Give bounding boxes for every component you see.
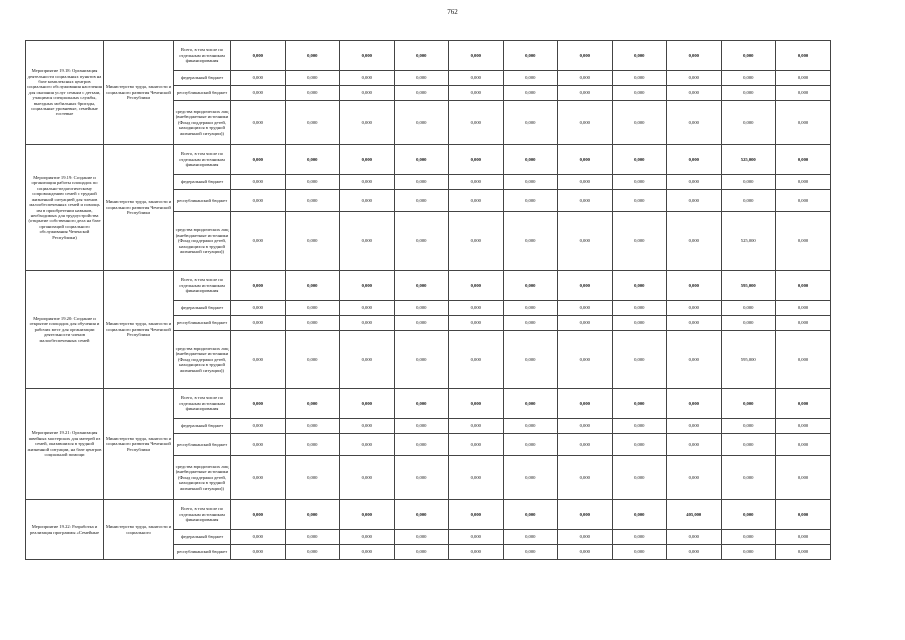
amount-cell: 0,000 xyxy=(394,545,449,560)
amount-cell: 0,000 xyxy=(449,301,504,316)
amount-cell: 0,000 xyxy=(394,190,449,212)
amount-cell: 0,000 xyxy=(503,316,558,331)
amount-cell: 0,000 xyxy=(721,434,776,456)
amount-cell: 0,000 xyxy=(667,331,722,389)
amount-cell: 0,000 xyxy=(667,545,722,560)
amount-cell: 0,000 xyxy=(667,301,722,316)
amount-cell: 0,000 xyxy=(285,86,340,101)
amount-cell: 0,000 xyxy=(231,271,286,301)
amount-cell: 0,000 xyxy=(285,190,340,212)
amount-cell: 0,000 xyxy=(503,271,558,301)
funding-source-cell: федеральный бюджет xyxy=(174,175,231,190)
amount-cell: 0,000 xyxy=(394,530,449,545)
executor-cell: Министерство труда, занятости и социального развития Чеченской Республики xyxy=(104,389,174,500)
amount-cell: 0,000 xyxy=(612,301,667,316)
amount-cell: 0,000 xyxy=(285,419,340,434)
amount-cell: 0,000 xyxy=(231,301,286,316)
budget-table xyxy=(25,40,831,560)
amount-cell: 0,000 xyxy=(231,545,286,560)
amount-cell: 0,000 xyxy=(558,530,613,545)
amount-cell: 0,000 xyxy=(340,316,395,331)
funding-source-cell: федеральный бюджет xyxy=(174,419,231,434)
amount-cell: 0,000 xyxy=(776,301,831,316)
table-row-total xyxy=(26,389,831,419)
activity-cell: Мероприятие 19.21: Организация швейных мастерских для матерей из семей, оказавшихся в трудной жизненной ситуации, на базе центров социальной помощи xyxy=(26,389,104,500)
amount-cell: 0,000 xyxy=(285,271,340,301)
amount-cell: 0,000 xyxy=(667,271,722,301)
amount-cell: 0,000 xyxy=(231,212,286,271)
amount-cell: 0,000 xyxy=(558,434,613,456)
amount-cell: 0,000 xyxy=(340,456,395,500)
amount-cell: 0,000 xyxy=(776,271,831,301)
amount-cell: 0,000 xyxy=(503,190,558,212)
amount-cell: 0,000 xyxy=(612,212,667,271)
amount-cell: 0,000 xyxy=(394,434,449,456)
amount-cell: 0,000 xyxy=(231,316,286,331)
executor-cell: Министерство труда, занятости и социального развития Чеченской Республики xyxy=(104,41,174,145)
amount-cell: 0,000 xyxy=(340,389,395,419)
amount-cell: 0,000 xyxy=(776,331,831,389)
amount-cell: 0,000 xyxy=(394,101,449,145)
amount-cell: 0,000 xyxy=(285,434,340,456)
amount-cell: 0,000 xyxy=(449,389,504,419)
amount-cell: 0,000 xyxy=(394,419,449,434)
amount-cell: 0,000 xyxy=(612,456,667,500)
amount-cell: 0,000 xyxy=(449,316,504,331)
amount-cell: 0,000 xyxy=(449,419,504,434)
amount-cell: 0,000 xyxy=(503,500,558,530)
amount-cell: 525,000 xyxy=(721,145,776,175)
amount-cell: 0,000 xyxy=(612,271,667,301)
activity-cell: Мероприятие 19.20: Создание и открытие площадок для обучения и рабочих мест для организации деятельности членов малообеспеченных семей xyxy=(26,271,104,389)
table-row-total xyxy=(26,271,831,301)
amount-cell: 0,000 xyxy=(285,41,340,71)
amount-cell: 0,000 xyxy=(340,212,395,271)
amount-cell: 0,000 xyxy=(503,145,558,175)
amount-cell: 0,000 xyxy=(667,175,722,190)
amount-cell: 0,000 xyxy=(558,71,613,86)
amount-cell: 0,000 xyxy=(721,71,776,86)
amount-cell: 0,000 xyxy=(776,71,831,86)
amount-cell: 0,000 xyxy=(449,101,504,145)
amount-cell: 0,000 xyxy=(558,456,613,500)
amount-cell: 0,000 xyxy=(776,389,831,419)
amount-cell: 0,000 xyxy=(285,212,340,271)
amount-cell: 0,000 xyxy=(612,41,667,71)
amount-cell: 0,000 xyxy=(503,175,558,190)
amount-cell: 0,000 xyxy=(340,145,395,175)
amount-cell: 0,000 xyxy=(776,190,831,212)
amount-cell: 0,000 xyxy=(231,71,286,86)
amount-cell: 0,000 xyxy=(721,190,776,212)
amount-cell: 0,000 xyxy=(667,389,722,419)
amount-cell: 0,000 xyxy=(449,41,504,71)
amount-cell: 0,000 xyxy=(776,500,831,530)
amount-cell: 0,000 xyxy=(503,331,558,389)
amount-cell: 0,000 xyxy=(612,545,667,560)
amount-cell: 0,000 xyxy=(558,212,613,271)
amount-cell: 0,000 xyxy=(503,456,558,500)
amount-cell: 0,000 xyxy=(612,419,667,434)
amount-cell: 595,000 xyxy=(721,271,776,301)
amount-cell: 0,000 xyxy=(667,71,722,86)
amount-cell: 0,000 xyxy=(340,190,395,212)
funding-source-cell: средства юридических лиц (внебюджетные источники (Фонд поддержки детей, находящихся в трудной жизненной ситуации)) xyxy=(174,456,231,500)
amount-cell: 0,000 xyxy=(558,101,613,145)
amount-cell: 0,000 xyxy=(612,86,667,101)
amount-cell: 0,000 xyxy=(285,500,340,530)
amount-cell: 0,000 xyxy=(558,331,613,389)
amount-cell: 0,000 xyxy=(721,419,776,434)
amount-cell: 0,000 xyxy=(776,419,831,434)
amount-cell: 0,000 xyxy=(612,71,667,86)
amount-cell: 0,000 xyxy=(449,71,504,86)
amount-cell: 0,000 xyxy=(667,86,722,101)
amount-cell: 0,000 xyxy=(503,101,558,145)
amount-cell: 0,000 xyxy=(285,316,340,331)
funding-source-cell: Всего, в том числе по отдельным источникам финансирования xyxy=(174,271,231,301)
funding-source-cell: средства юридических лиц (внебюджетные источники (Фонд поддержки детей, находящихся в трудной жизненной ситуации)) xyxy=(174,212,231,271)
amount-cell: 0,000 xyxy=(776,145,831,175)
amount-cell: 0,000 xyxy=(231,500,286,530)
funding-source-cell: республиканский бюджет xyxy=(174,190,231,212)
amount-cell: 0,000 xyxy=(721,500,776,530)
page-number: 762 xyxy=(447,8,458,16)
amount-cell: 595,000 xyxy=(721,331,776,389)
amount-cell: 0,000 xyxy=(558,316,613,331)
amount-cell: 0,000 xyxy=(394,331,449,389)
amount-cell: 0,000 xyxy=(503,301,558,316)
amount-cell: 0,000 xyxy=(776,86,831,101)
amount-cell: 0,000 xyxy=(394,86,449,101)
amount-cell: 525,000 xyxy=(721,212,776,271)
funding-source-cell: федеральный бюджет xyxy=(174,301,231,316)
amount-cell: 0,000 xyxy=(285,456,340,500)
amount-cell: 0,000 xyxy=(776,545,831,560)
amount-cell: 0,000 xyxy=(776,530,831,545)
amount-cell: 0,000 xyxy=(340,419,395,434)
amount-cell: 0,000 xyxy=(721,175,776,190)
amount-cell: 0,000 xyxy=(558,271,613,301)
amount-cell: 0,000 xyxy=(231,41,286,71)
amount-cell: 0,000 xyxy=(340,331,395,389)
amount-cell: 0,000 xyxy=(285,145,340,175)
funding-source-cell: Всего, в том числе по отдельным источникам финансирования xyxy=(174,500,231,530)
amount-cell: 0,000 xyxy=(721,530,776,545)
amount-cell: 0,000 xyxy=(776,434,831,456)
amount-cell: 0,000 xyxy=(231,86,286,101)
amount-cell: 0,000 xyxy=(231,456,286,500)
amount-cell: 0,000 xyxy=(503,86,558,101)
funding-source-cell: Всего, в том числе по отдельным источникам финансирования xyxy=(174,389,231,419)
amount-cell: 0,000 xyxy=(394,500,449,530)
table-row-total xyxy=(26,500,831,530)
amount-cell: 0,000 xyxy=(449,271,504,301)
amount-cell: 0,000 xyxy=(721,41,776,71)
amount-cell: 0,000 xyxy=(394,41,449,71)
amount-cell: 0,000 xyxy=(667,419,722,434)
amount-cell: 0,000 xyxy=(340,86,395,101)
amount-cell: 0,000 xyxy=(558,41,613,71)
amount-cell: 0,000 xyxy=(394,456,449,500)
amount-cell: 0,000 xyxy=(449,434,504,456)
amount-cell: 0,000 xyxy=(612,434,667,456)
funding-source-cell: республиканский бюджет xyxy=(174,316,231,331)
amount-cell: 0,000 xyxy=(231,101,286,145)
amount-cell: 0,000 xyxy=(285,530,340,545)
amount-cell: 0,000 xyxy=(558,419,613,434)
amount-cell: 0,000 xyxy=(285,71,340,86)
amount-cell: 0,000 xyxy=(667,212,722,271)
amount-cell: 0,000 xyxy=(558,545,613,560)
amount-cell: 0,000 xyxy=(503,545,558,560)
amount-cell: 0,000 xyxy=(612,190,667,212)
amount-cell: 0,000 xyxy=(449,331,504,389)
amount-cell: 0,000 xyxy=(503,419,558,434)
amount-cell: 0,000 xyxy=(667,530,722,545)
table-row-total xyxy=(26,41,831,71)
amount-cell: 0,000 xyxy=(721,301,776,316)
amount-cell: 0,000 xyxy=(449,86,504,101)
amount-cell: 0,000 xyxy=(231,175,286,190)
amount-cell: 0,000 xyxy=(721,101,776,145)
amount-cell: 0,000 xyxy=(449,500,504,530)
amount-cell: 0,000 xyxy=(394,389,449,419)
amount-cell: 0,000 xyxy=(667,456,722,500)
amount-cell: 0,000 xyxy=(558,190,613,212)
amount-cell: 0,000 xyxy=(721,389,776,419)
executor-cell: Министерство труда, занятости и социального xyxy=(104,500,174,560)
amount-cell: 0,000 xyxy=(340,434,395,456)
amount-cell: 0,000 xyxy=(558,389,613,419)
funding-source-cell: республиканский бюджет xyxy=(174,545,231,560)
amount-cell: 0,000 xyxy=(558,175,613,190)
amount-cell: 0,000 xyxy=(449,175,504,190)
amount-cell: 0,000 xyxy=(721,545,776,560)
amount-cell: 0,000 xyxy=(667,316,722,331)
amount-cell: 0,000 xyxy=(285,545,340,560)
amount-cell: 0,000 xyxy=(394,301,449,316)
amount-cell: 0,000 xyxy=(340,101,395,145)
amount-cell: 0,000 xyxy=(285,389,340,419)
amount-cell: 0,000 xyxy=(394,71,449,86)
amount-cell: 0,000 xyxy=(285,101,340,145)
amount-cell: 0,000 xyxy=(503,71,558,86)
amount-cell: 0,000 xyxy=(612,101,667,145)
amount-cell: 0,000 xyxy=(394,271,449,301)
amount-cell: 0,000 xyxy=(667,101,722,145)
amount-cell: 0,000 xyxy=(612,316,667,331)
funding-source-cell: федеральный бюджет xyxy=(174,530,231,545)
amount-cell: 0,000 xyxy=(721,316,776,331)
amount-cell: 0,000 xyxy=(667,145,722,175)
funding-source-cell: Всего, в том числе по отдельным источникам финансирования xyxy=(174,41,231,71)
amount-cell: 0,000 xyxy=(449,545,504,560)
funding-source-cell: республиканский бюджет xyxy=(174,434,231,456)
amount-cell: 0,000 xyxy=(285,331,340,389)
amount-cell: 0,000 xyxy=(667,190,722,212)
amount-cell: 0,000 xyxy=(449,190,504,212)
amount-cell: 0,000 xyxy=(503,212,558,271)
amount-cell: 0,000 xyxy=(558,500,613,530)
funding-source-cell: федеральный бюджет xyxy=(174,71,231,86)
executor-cell: Министерство труда, занятости и социального развития Чеченской Республики xyxy=(104,271,174,389)
amount-cell: 0,000 xyxy=(340,71,395,86)
amount-cell: 0,000 xyxy=(503,530,558,545)
amount-cell: 0,000 xyxy=(449,212,504,271)
amount-cell: 0,000 xyxy=(776,175,831,190)
activity-cell: Мероприятие 19.19: Создание и организация работы площадок по социально-педагогическому сопровождению семей с трудной жизненной ситуацией для членов малообеспеченных семей и помощь им в приобретении навыков, необходимых для трудоустройства (открытие собственного дела на базе организаций социального обслуживания Чеченской Республики) xyxy=(26,145,104,271)
amount-cell: 0,000 xyxy=(776,212,831,271)
funding-source-cell: республиканский бюджет xyxy=(174,86,231,101)
amount-cell: 0,000 xyxy=(394,175,449,190)
amount-cell: 0,000 xyxy=(612,530,667,545)
amount-cell: 0,000 xyxy=(721,86,776,101)
amount-cell: 0,000 xyxy=(394,212,449,271)
amount-cell: 0,000 xyxy=(231,145,286,175)
amount-cell: 0,000 xyxy=(340,175,395,190)
amount-cell: 0,000 xyxy=(394,145,449,175)
amount-cell: 0,000 xyxy=(231,530,286,545)
amount-cell: 0,000 xyxy=(340,545,395,560)
amount-cell: 0,000 xyxy=(612,331,667,389)
amount-cell: 0,000 xyxy=(340,41,395,71)
amount-cell: 0,000 xyxy=(231,434,286,456)
amount-cell: 0,000 xyxy=(776,41,831,71)
amount-cell: 0,000 xyxy=(449,145,504,175)
amount-cell: 0,000 xyxy=(340,271,395,301)
amount-cell: 0,000 xyxy=(340,500,395,530)
activity-cell: Мероприятие 19.18: Организация деятельности социальных пунктов на базе комплексных центров социального обслуживания населения для оказания услуг семьям с детьми, учащимся специальных службы, выездных мобильных бригады, социальные уровневые, семейные гостевые xyxy=(26,41,104,145)
amount-cell: 0,000 xyxy=(667,41,722,71)
amount-cell: 0,000 xyxy=(449,530,504,545)
amount-cell: 0,000 xyxy=(394,316,449,331)
amount-cell: 0,000 xyxy=(231,331,286,389)
funding-source-cell: средства юридических лиц (внебюджетные источники (Фонд поддержки детей, находящихся в трудной жизненной ситуации)) xyxy=(174,331,231,389)
amount-cell: 0,000 xyxy=(340,530,395,545)
amount-cell: 0,000 xyxy=(558,86,613,101)
amount-cell: 0,000 xyxy=(285,301,340,316)
amount-cell: 0,000 xyxy=(340,301,395,316)
amount-cell: 0,000 xyxy=(449,456,504,500)
amount-cell: 0,000 xyxy=(285,175,340,190)
executor-cell: Министерство труда, занятости и социального развития Чеченской Республики xyxy=(104,145,174,271)
amount-cell: 0,000 xyxy=(612,389,667,419)
amount-cell: 0,000 xyxy=(503,389,558,419)
amount-cell: 0,000 xyxy=(776,456,831,500)
amount-cell: 0,000 xyxy=(612,145,667,175)
amount-cell: 0,000 xyxy=(503,41,558,71)
table-row-total xyxy=(26,145,831,175)
amount-cell: 0,000 xyxy=(612,500,667,530)
funding-source-cell: средства юридических лиц (внебюджетные источники (Фонд поддержки детей, находящихся в трудной жизненной ситуации)) xyxy=(174,101,231,145)
amount-cell: 0,000 xyxy=(503,434,558,456)
amount-cell: 0,000 xyxy=(776,101,831,145)
amount-cell: 0,000 xyxy=(231,419,286,434)
funding-source-cell: Всего, в том числе по отдельным источникам финансирования xyxy=(174,145,231,175)
amount-cell: 0,000 xyxy=(776,316,831,331)
amount-cell: 0,000 xyxy=(721,456,776,500)
amount-cell: 0,000 xyxy=(558,301,613,316)
amount-cell: 0,000 xyxy=(231,389,286,419)
amount-cell: 405,000 xyxy=(667,500,722,530)
amount-cell: 0,000 xyxy=(667,434,722,456)
activity-cell: Мероприятие 19.22: Разработка и реализация программы «Семейные xyxy=(26,500,104,560)
amount-cell: 0,000 xyxy=(612,175,667,190)
amount-cell: 0,000 xyxy=(558,145,613,175)
amount-cell: 0,000 xyxy=(231,190,286,212)
